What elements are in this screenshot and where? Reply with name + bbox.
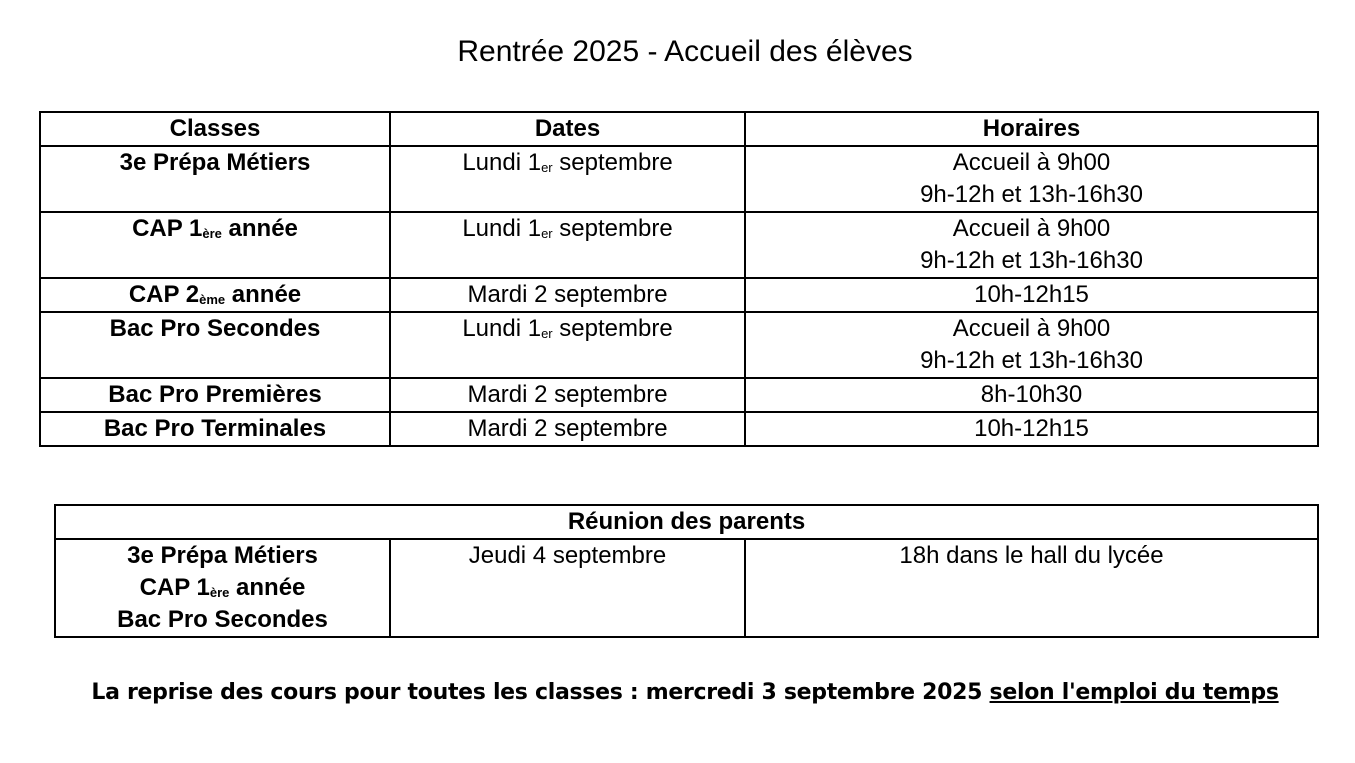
class-name: CAP 1 bbox=[132, 215, 203, 242]
horaire-line-2: 9h-12h et 13h-16h30 bbox=[920, 181, 1143, 208]
date-cell bbox=[390, 278, 745, 312]
class-tail: année bbox=[221, 215, 298, 242]
footer-note bbox=[0, 676, 1355, 710]
date-tail: septembre bbox=[552, 215, 673, 242]
class-cell bbox=[40, 146, 390, 212]
date-text: Mardi 2 septembre bbox=[467, 415, 668, 442]
table-row bbox=[40, 312, 1318, 378]
parents-classes-cell bbox=[55, 539, 390, 637]
date-cell bbox=[390, 312, 745, 378]
table-row bbox=[40, 278, 1318, 312]
horaire-line-1: 10h-12h15 bbox=[974, 415, 1089, 442]
parents-date-cell: Jeudi 4 septembre bbox=[390, 539, 745, 637]
class-cell bbox=[40, 378, 390, 412]
class-ordinal: ème bbox=[199, 292, 226, 307]
date-text: Lundi 1 bbox=[462, 149, 542, 176]
class-name: Bac Pro Secondes bbox=[109, 315, 321, 342]
parents-class-2 bbox=[56, 572, 389, 604]
date-cell bbox=[390, 146, 745, 212]
class-name: Bac Pro Terminales bbox=[103, 415, 327, 442]
parents-header-row bbox=[55, 505, 1318, 539]
date-tail: septembre bbox=[552, 315, 673, 342]
class-cell bbox=[40, 212, 390, 278]
footer-text: La reprise des cours pour toutes les classes : mercredi 3 septembre 2025 bbox=[91, 680, 990, 705]
date-text: Lundi 1 bbox=[462, 215, 542, 242]
horaire-line-2: 9h-12h et 13h-16h30 bbox=[920, 247, 1143, 274]
parents-class-2-text: CAP 1 bbox=[139, 574, 210, 601]
class-tail: année bbox=[225, 281, 302, 308]
table-row bbox=[40, 212, 1318, 278]
horaire-line-1: Accueil à 9h00 bbox=[952, 215, 1111, 242]
schedule-table bbox=[39, 111, 1319, 447]
horaire-cell bbox=[745, 146, 1318, 212]
header-classes: Classes bbox=[40, 112, 390, 146]
date-ordinal: er bbox=[541, 226, 553, 241]
table-row bbox=[40, 412, 1318, 446]
class-cell bbox=[40, 312, 390, 378]
date-text: Mardi 2 septembre bbox=[467, 381, 668, 408]
header-dates: Dates bbox=[390, 112, 745, 146]
horaire-cell bbox=[745, 278, 1318, 312]
horaire-line-1: 10h-12h15 bbox=[974, 281, 1089, 308]
horaire-line-2: 9h-12h et 13h-16h30 bbox=[920, 347, 1143, 374]
header-horaires: Horaires bbox=[745, 112, 1318, 146]
horaire-cell bbox=[745, 412, 1318, 446]
date-tail: septembre bbox=[552, 149, 673, 176]
table-row bbox=[55, 539, 1318, 637]
horaire-line-1: Accueil à 9h00 bbox=[952, 149, 1111, 176]
date-cell bbox=[390, 412, 745, 446]
table-row bbox=[40, 378, 1318, 412]
class-ordinal: ère bbox=[202, 226, 222, 241]
class-cell bbox=[40, 412, 390, 446]
schedule-header-row bbox=[40, 112, 1318, 146]
parents-place-cell: 18h dans le hall du lycée bbox=[745, 539, 1318, 637]
date-text: Mardi 2 septembre bbox=[467, 281, 668, 308]
parents-class-2-tail: année bbox=[229, 574, 306, 601]
class-name: CAP 2 bbox=[128, 281, 200, 308]
date-ordinal: er bbox=[541, 326, 553, 341]
horaire-line-1: Accueil à 9h00 bbox=[952, 315, 1111, 342]
class-name: 3e Prépa Métiers bbox=[119, 149, 311, 176]
date-ordinal: er bbox=[541, 160, 553, 175]
table-row bbox=[40, 146, 1318, 212]
horaire-line-1: 8h-10h30 bbox=[980, 381, 1083, 408]
parents-header: Réunion des parents bbox=[55, 505, 1318, 539]
parents-meeting-table bbox=[54, 504, 1319, 638]
footer-underlined: selon l'emploi du temps bbox=[989, 680, 1279, 705]
class-name: Bac Pro Premières bbox=[108, 381, 322, 408]
parents-class-2-ordinal: ère bbox=[209, 585, 230, 600]
horaire-cell bbox=[745, 212, 1318, 278]
horaire-cell bbox=[745, 378, 1318, 412]
date-text: Lundi 1 bbox=[462, 315, 542, 342]
class-cell bbox=[40, 278, 390, 312]
horaire-cell bbox=[745, 312, 1318, 378]
date-cell bbox=[390, 212, 745, 278]
parents-class-3: Bac Pro Secondes bbox=[117, 606, 328, 633]
parents-class-1: 3e Prépa Métiers bbox=[127, 542, 318, 569]
date-cell bbox=[390, 378, 745, 412]
page-title: Rentrée 2025 - Accueil des élèves bbox=[457, 35, 913, 68]
